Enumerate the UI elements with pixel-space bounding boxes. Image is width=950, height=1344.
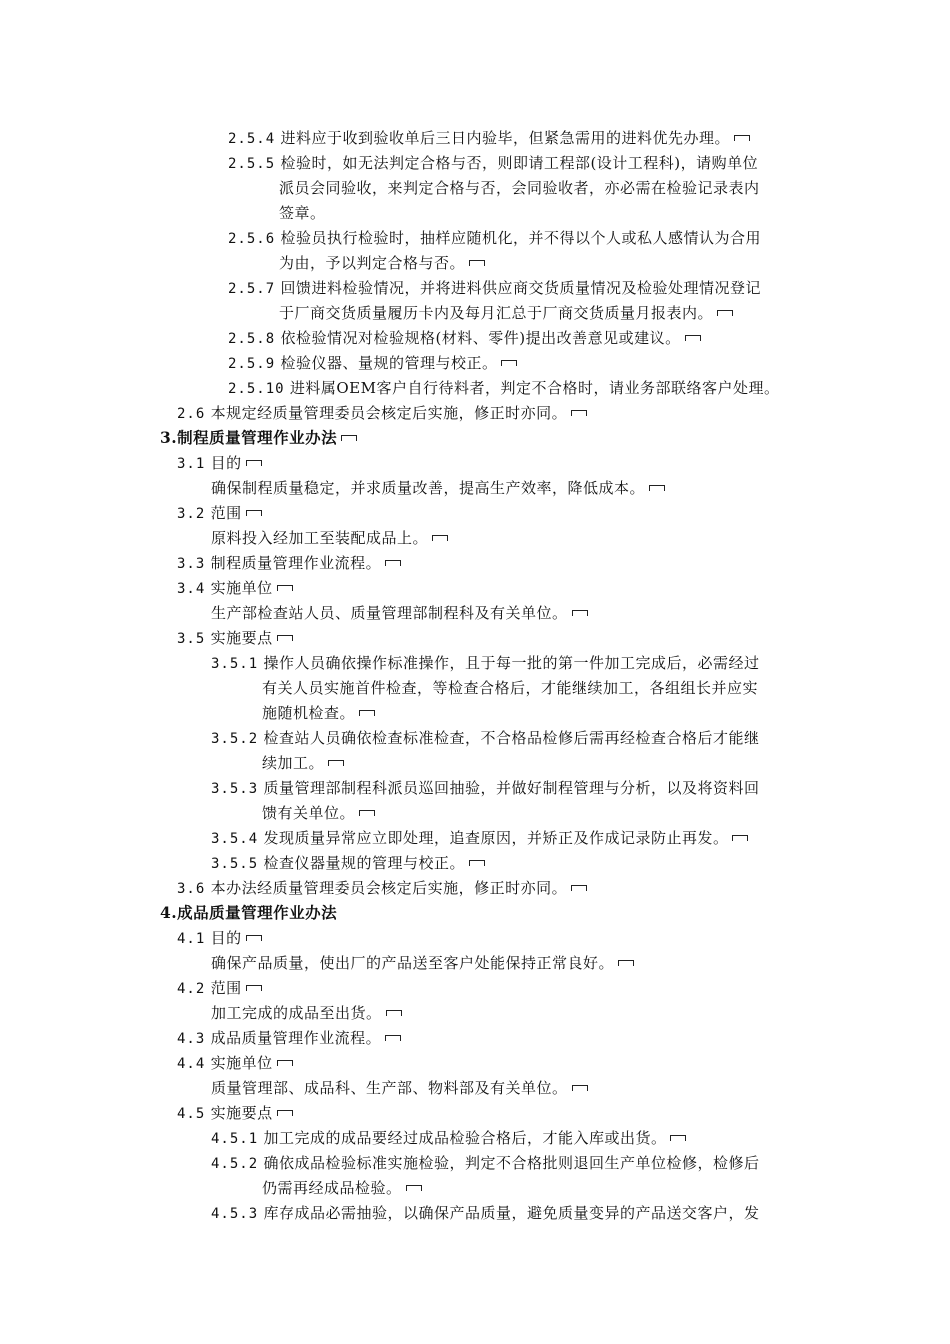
item-number: 2.5.4 (228, 131, 276, 147)
item-text: 于厂商交货质量履历卡内及每月汇总于厂商交货质量月报表内。 (279, 304, 714, 322)
list-item (211, 828, 748, 849)
list-item (211, 1128, 686, 1149)
paragraph (211, 603, 588, 623)
list-item (228, 128, 750, 149)
list-item-continuation (279, 303, 733, 323)
list-item (211, 728, 759, 749)
paragraph-mark-icon (386, 1010, 402, 1016)
list-item (211, 653, 759, 674)
paragraph-mark-icon (277, 1060, 293, 1066)
list-item-continuation (262, 803, 375, 823)
list-item (211, 1153, 759, 1174)
paragraph-mark-icon (385, 560, 401, 566)
list-item (211, 853, 485, 874)
paragraph-mark-icon (670, 1135, 686, 1141)
item-text: 库存成品必需抽验，以确保产品质量，避免质量变异的产品送交客户，发 (263, 1204, 760, 1222)
list-item (177, 928, 262, 949)
item-text: 确依成品检验标准实施检验，判定不合格批则退回生产单位检修，检修后 (263, 1154, 760, 1172)
list-item (177, 628, 293, 649)
paragraph-mark-icon (685, 335, 701, 341)
list-item-continuation (262, 1178, 422, 1198)
item-text: 检验时，如无法判定合格与否，则即请工程部(设计工程科)，请购单位 (280, 154, 759, 172)
paragraph-mark-icon (246, 510, 262, 516)
item-number: 4.5.2 (211, 1156, 259, 1172)
paragraph-mark-icon (406, 1185, 422, 1191)
paragraph-mark-icon (385, 1035, 401, 1041)
item-number: 3.5 (177, 631, 206, 647)
paragraph-mark-icon (618, 960, 634, 966)
list-item (177, 878, 587, 899)
item-number: 2.5.10 (228, 381, 285, 397)
heading-text: 3.制程质量管理作业办法 (160, 428, 338, 447)
item-text: 馈有关单位。 (262, 804, 356, 822)
paragraph (211, 1078, 588, 1098)
item-number: 3.5.5 (211, 856, 259, 872)
item-text: 制程质量管理作业流程。 (210, 554, 382, 572)
list-item-continuation: 有关人员实施首件检查，等检查合格后，才能继续加工，各组组长并应实 (262, 679, 759, 697)
list-item (211, 778, 759, 799)
item-number: 4.1 (177, 931, 206, 947)
list-item (228, 353, 517, 374)
item-text: 加工完成的成品至出货。 (211, 1004, 382, 1022)
paragraph-mark-icon (734, 135, 750, 141)
item-number: 2.5.5 (228, 156, 276, 172)
paragraph-mark-icon (277, 635, 293, 641)
item-text: 成品质量管理作业流程。 (210, 1029, 382, 1047)
item-number: 2.5.6 (228, 231, 276, 247)
paragraph-mark-icon (432, 535, 448, 541)
item-number: 4.4 (177, 1056, 206, 1072)
item-number: 4.5.3 (211, 1206, 259, 1222)
paragraph-mark-icon (246, 935, 262, 941)
list-item (177, 403, 587, 424)
item-number: 4.3 (177, 1031, 206, 1047)
item-number: 4.5.1 (211, 1131, 259, 1147)
item-text: 本办法经质量管理委员会核定后实施，修正时亦同。 (210, 879, 568, 897)
item-text: 施随机检查。 (262, 704, 356, 722)
item-text: 原料投入经加工至装配成品上。 (211, 529, 429, 547)
item-text: 目的 (210, 454, 242, 472)
item-number: 3.4 (177, 581, 206, 597)
paragraph-mark-icon (246, 460, 262, 466)
item-text: 实施单位 (210, 579, 273, 597)
item-number: 3.2 (177, 506, 206, 522)
item-text: 检查站人员确依检查标准检查，不合格品检修后需再经检查合格后才能继 (263, 729, 760, 747)
item-number: 4.2 (177, 981, 206, 997)
item-text: 检查仪器量规的管理与校正。 (263, 854, 465, 872)
paragraph-mark-icon (246, 985, 262, 991)
list-item-continuation (262, 703, 375, 723)
paragraph-mark-icon (649, 485, 665, 491)
paragraph-mark-icon (359, 810, 375, 816)
paragraph-mark-icon (341, 435, 357, 441)
list-item (177, 453, 262, 474)
paragraph-mark-icon (572, 610, 588, 616)
list-item (211, 1203, 759, 1224)
item-text: 确保产品质量，使出厂的产品送至客户处能保持正常良好。 (211, 954, 615, 972)
item-number: 2.5.8 (228, 331, 276, 347)
item-text: 依检验情况对检验规格(材料、零件)提出改善意见或建议。 (280, 329, 681, 347)
list-item (177, 1053, 293, 1074)
item-number: 3.3 (177, 556, 206, 572)
list-item (228, 378, 779, 399)
paragraph-mark-icon (277, 1110, 293, 1116)
item-number: 3.1 (177, 456, 206, 472)
section-heading: 4.成品质量管理作业办法 (160, 903, 338, 922)
item-text: 实施要点 (210, 629, 273, 647)
item-text: 实施单位 (210, 1054, 273, 1072)
item-text: 质量管理部、成品科、生产部、物料部及有关单位。 (211, 1079, 568, 1097)
list-item (177, 1103, 293, 1124)
item-text: 检验员执行检验时，抽样应随机化，并不得以个人或私人感情认为合用 (280, 229, 761, 247)
item-text: 加工完成的成品要经过成品检验合格后，才能入库或出货。 (263, 1129, 667, 1147)
item-text: 续加工。 (262, 754, 325, 772)
item-text: 发现质量异常应立即处理，追查原因，并矫正及作成记录防止再发。 (263, 829, 729, 847)
item-text: 进料应于收到验收单后三日内验毕，但紧急需用的进料优先办理。 (280, 129, 730, 147)
paragraph-mark-icon (572, 1085, 588, 1091)
paragraph-mark-icon (359, 710, 375, 716)
paragraph (211, 953, 634, 973)
list-item (177, 578, 293, 599)
item-text: 进料属OEM客户自行待料者，判定不合格时，请业务部联络客户处理。 (289, 379, 780, 397)
list-item-continuation: 派员会同验收，来判定合格与否，会同验收者，亦必需在检验记录表内 (279, 179, 760, 197)
item-text: 本规定经质量管理委员会核定后实施，修正时亦同。 (210, 404, 568, 422)
list-item-continuation: 签章。 (279, 204, 326, 222)
paragraph-mark-icon (277, 585, 293, 591)
paragraph-mark-icon (469, 860, 485, 866)
paragraph-mark-icon (717, 310, 733, 316)
list-item (177, 503, 262, 524)
item-text: 操作人员确依操作标准操作，且于每一批的第一件加工完成后，必需经过 (263, 654, 760, 672)
item-number: 3.5.2 (211, 731, 259, 747)
list-item-continuation (279, 253, 485, 273)
item-text: 生产部检查站人员、质量管理部制程科及有关单位。 (211, 604, 568, 622)
item-text: 检验仪器、量规的管理与校正。 (280, 354, 498, 372)
paragraph-mark-icon (328, 760, 344, 766)
item-number: 4.5 (177, 1106, 206, 1122)
item-number: 3.5.1 (211, 656, 259, 672)
item-number: 3.5.4 (211, 831, 259, 847)
item-number: 3.6 (177, 881, 206, 897)
item-text: 确保制程质量稳定，并求质量改善，提高生产效率，降低成本。 (211, 479, 646, 497)
paragraph-mark-icon (501, 360, 517, 366)
list-item (228, 328, 701, 349)
item-text: 范围 (210, 504, 242, 522)
list-item (177, 553, 401, 574)
section-heading (160, 428, 357, 448)
list-item (228, 153, 758, 174)
list-item-continuation (262, 753, 344, 773)
list-item (228, 228, 761, 249)
paragraph-mark-icon (571, 885, 587, 891)
item-text: 目的 (210, 929, 242, 947)
item-text: 质量管理部制程科派员巡回抽验，并做好制程管理与分析，以及将资料回 (263, 779, 760, 797)
item-number: 3.5.3 (211, 781, 259, 797)
item-text: 范围 (210, 979, 242, 997)
item-text: 仍需再经成品检验。 (262, 1179, 402, 1197)
item-text: 回馈进料检验情况，并将进料供应商交货质量情况及检验处理情况登记 (280, 279, 761, 297)
paragraph-mark-icon (571, 410, 587, 416)
item-text: 实施要点 (210, 1104, 273, 1122)
list-item (177, 978, 262, 999)
item-number: 2.5.7 (228, 281, 276, 297)
list-item (177, 1028, 401, 1049)
paragraph (211, 478, 665, 498)
item-text: 为由，予以判定合格与否。 (279, 254, 466, 272)
item-number: 2.6 (177, 406, 206, 422)
paragraph-mark-icon (732, 835, 748, 841)
list-item (228, 278, 761, 299)
paragraph (211, 528, 448, 548)
item-number: 2.5.9 (228, 356, 276, 372)
paragraph-mark-icon (469, 260, 485, 266)
paragraph (211, 1003, 402, 1023)
